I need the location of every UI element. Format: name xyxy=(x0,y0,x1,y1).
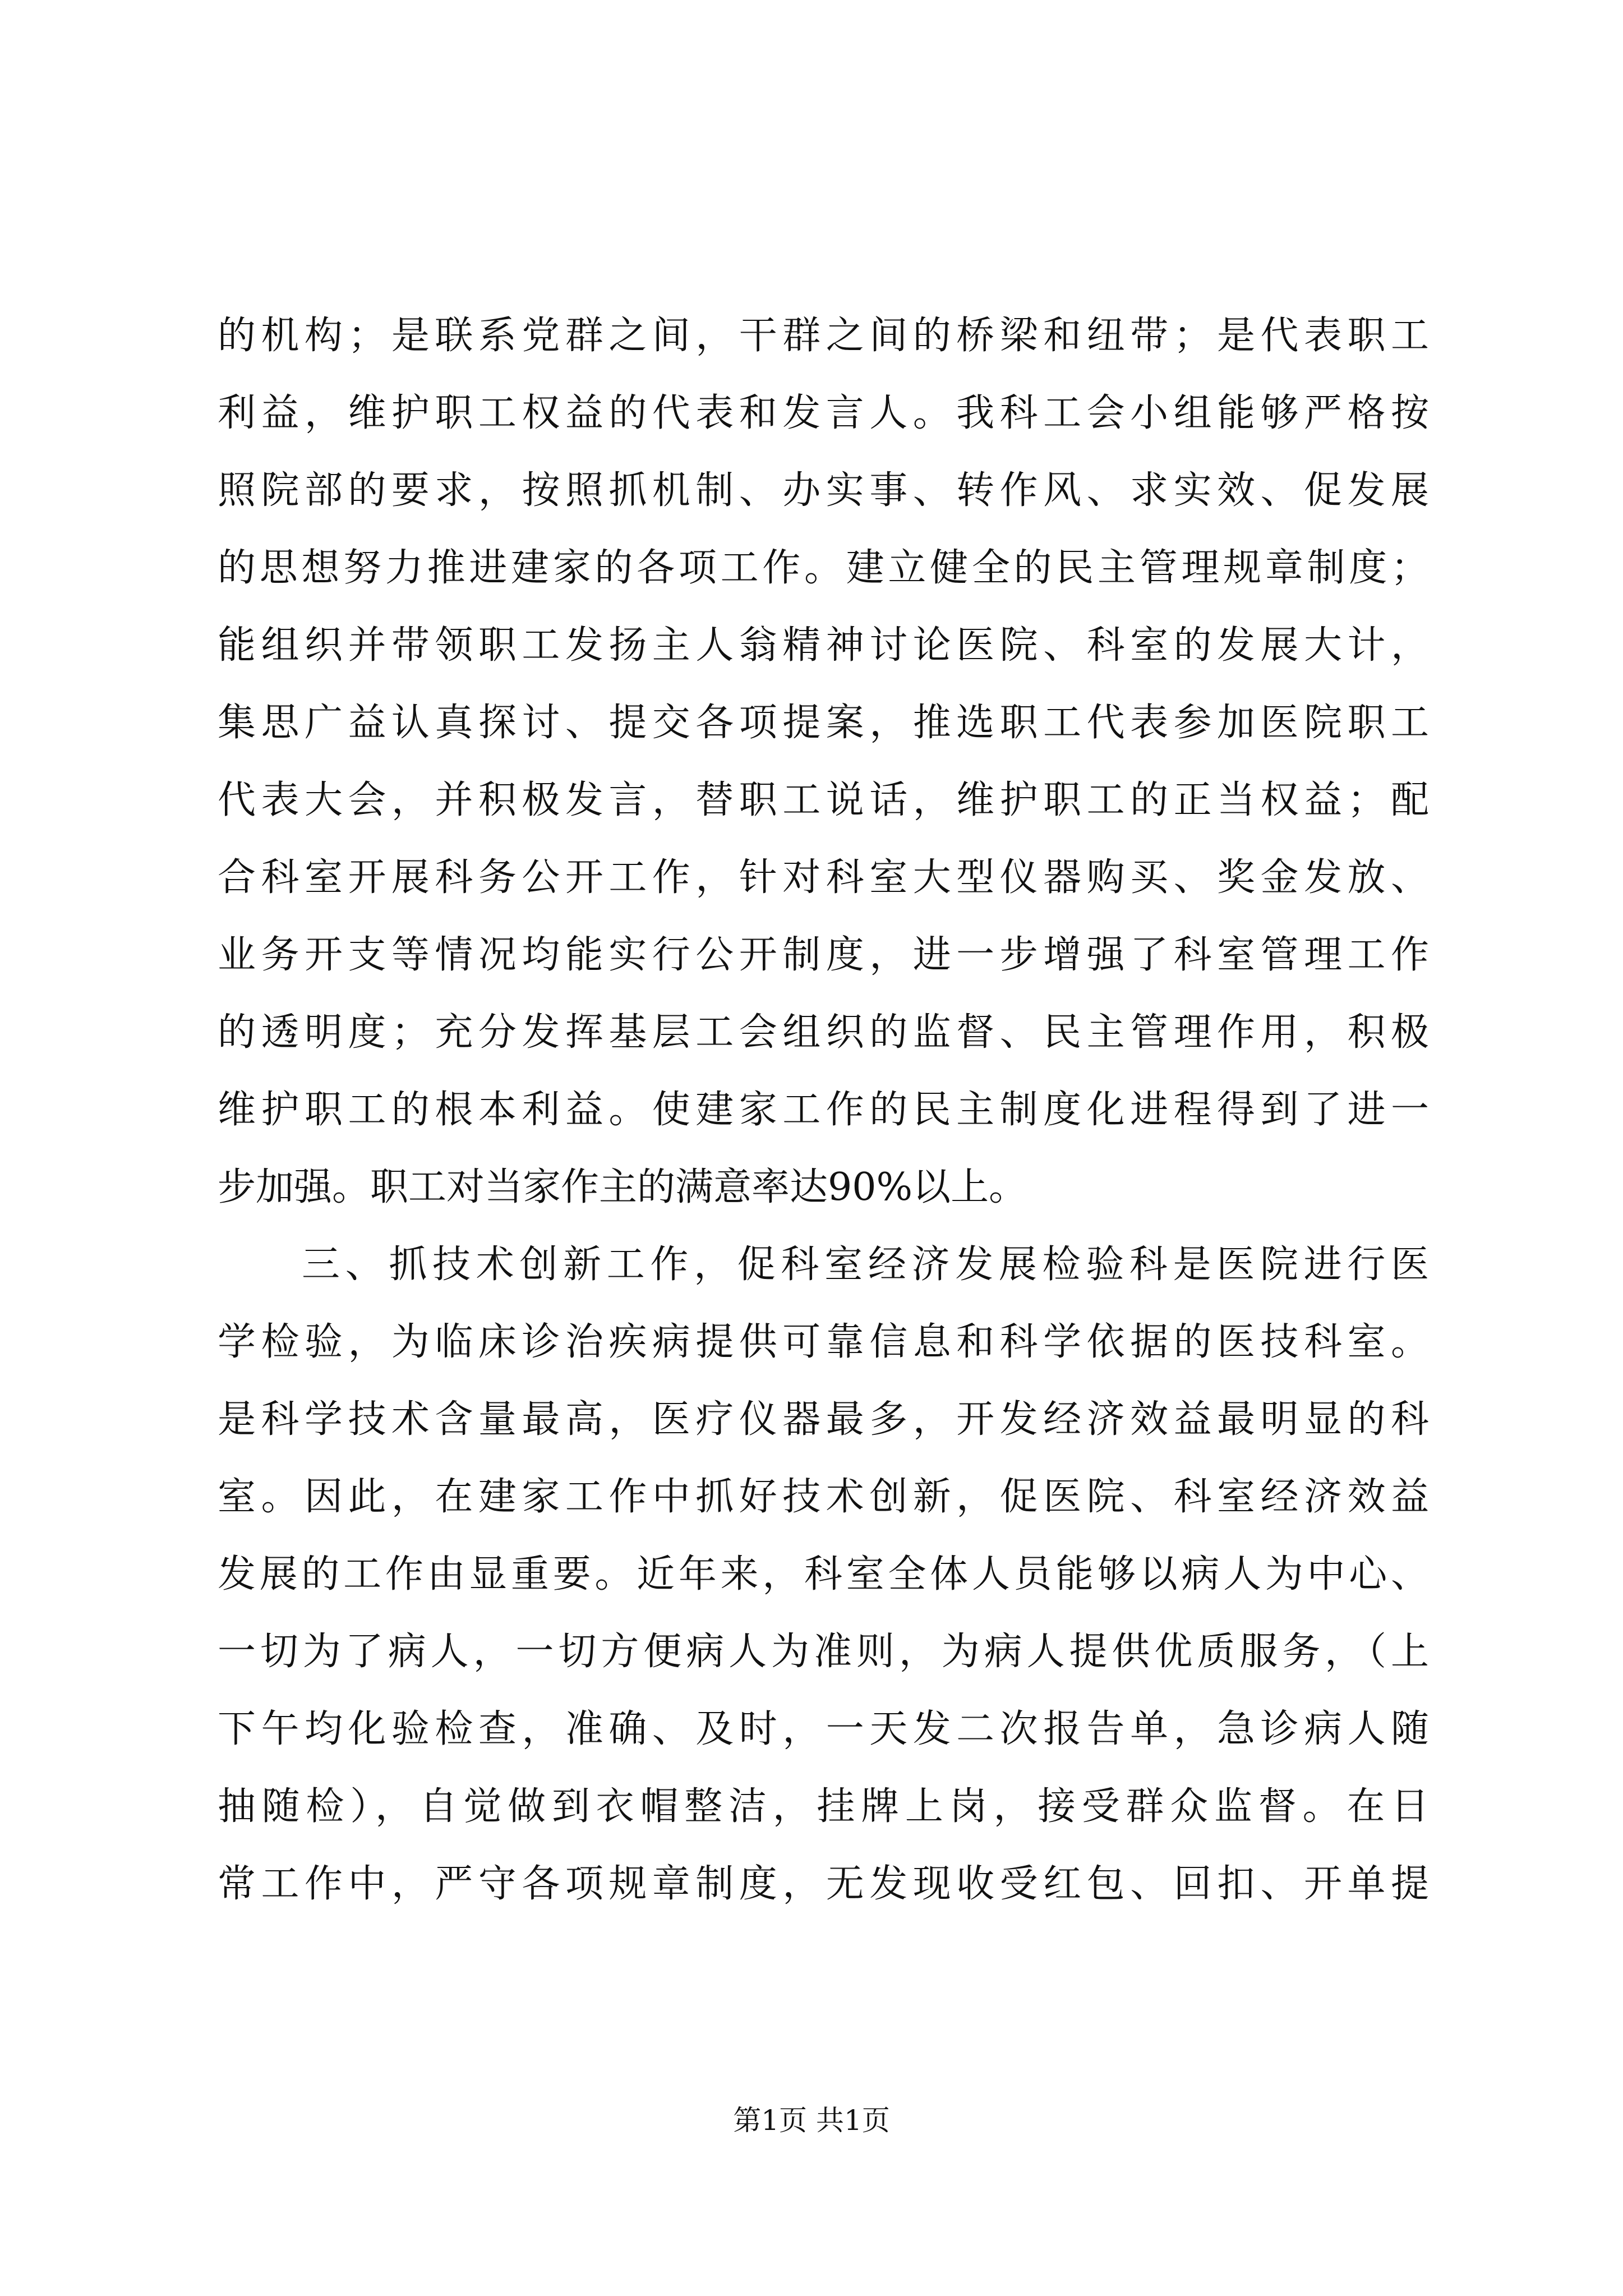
text-line: 业务开支等情况均能实行公开制度，进一步增强了科室管理工作 xyxy=(218,933,1429,977)
text-line: 是科学技术含量最高，医疗仪器最多，开发经济效益最明显的科 xyxy=(218,1397,1429,1442)
text-line: 的机构；是联系党群之间，干群之间的桥梁和纽带；是代表职工 xyxy=(218,314,1429,358)
text-line: 学检验，为临床诊治疾病提供可靠信息和科学依据的医技科室。 xyxy=(218,1320,1429,1364)
text-line: 利益，维护职工权益的代表和发言人。我科工会小组能够严格按 xyxy=(218,391,1429,435)
text-line: 的思想努力推进建家的各项工作。建立健全的民主管理规章制度； xyxy=(218,546,1429,590)
text-line: 发展的工作由显重要。近年来，科室全体人员能够以病人为中心、 xyxy=(218,1552,1429,1596)
text-line: 步加强。职工对当家作主的满意率达90%以上。 xyxy=(218,1165,1027,1209)
page-footer xyxy=(0,2104,1623,2137)
section-heading-line: 三、抓技术创新工作，促科室经济发展检验科是医院进行医 xyxy=(302,1243,1429,1287)
text-line: 照院部的要求，按照抓机制、办实事、转作风、求实效、促发展 xyxy=(218,468,1429,513)
page-number-label: 第1页 共1页 xyxy=(733,2104,890,2137)
text-line: 维护职工的根本利益。使建家工作的民主制度化进程得到了进一 xyxy=(218,1088,1429,1132)
text-line: 下午均化验检查，准确、及时，一天发二次报告单，急诊病人随 xyxy=(218,1707,1429,1751)
text-line: 一切为了病人，一切方便病人为准则，为病人提供优质服务，（上 xyxy=(218,1630,1429,1674)
text-line: 的透明度；充分发挥基层工会组织的监督、民主管理作用，积极 xyxy=(218,1010,1429,1055)
text-line: 抽随检），自觉做到衣帽整洁，挂牌上岗，接受群众监督。在日 xyxy=(218,1784,1429,1829)
text-line: 代表大会，并积极发言，替职工说话，维护职工的正当权益；配 xyxy=(218,778,1429,822)
document-body xyxy=(218,297,1429,1923)
text-line: 室。因此，在建家工作中抓好技术创新，促医院、科室经济效益 xyxy=(218,1475,1429,1519)
text-line: 集思广益认真探讨、提交各项提案，推选职工代表参加医院职工 xyxy=(218,701,1429,745)
text-line: 合科室开展科务公开工作，针对科室大型仪器购买、奖金发放、 xyxy=(218,855,1429,900)
text-line: 能组织并带领职工发扬主人翁精神讨论医院、科室的发展大计， xyxy=(218,623,1429,668)
text-line: 常工作中，严守各项规章制度，无发现收受红包、回扣、开单提 xyxy=(218,1862,1429,1906)
